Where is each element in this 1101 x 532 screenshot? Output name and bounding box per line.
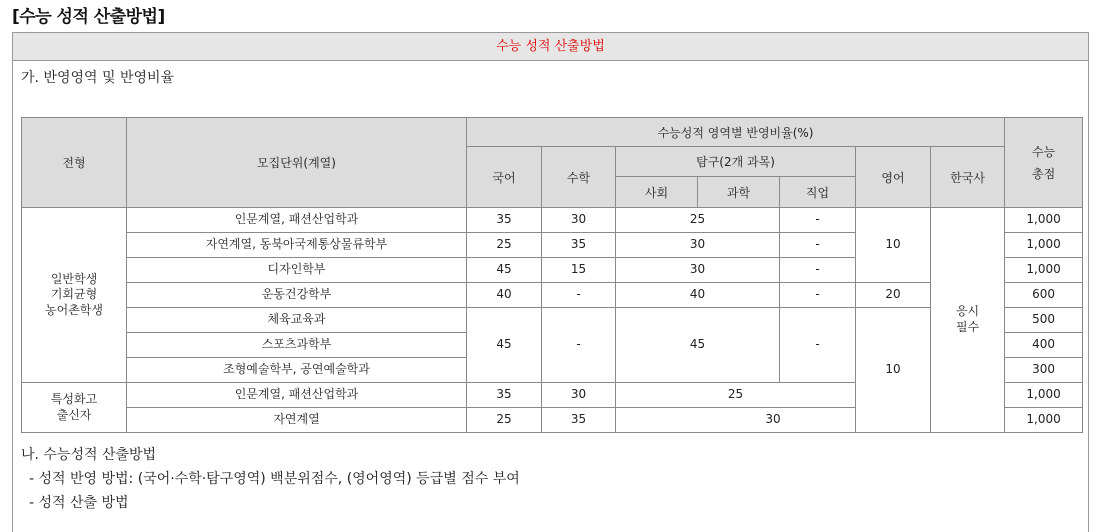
math-cell: 15 <box>542 258 616 283</box>
vocational-cell: - <box>780 283 856 308</box>
inquiry-cell: 30 <box>616 258 780 283</box>
table-row <box>22 408 1083 433</box>
total-cell: 1,000 <box>1005 208 1083 233</box>
total-cell: 1,000 <box>1005 233 1083 258</box>
ratio-table <box>21 117 1083 433</box>
history-line1: 응시 <box>955 304 980 319</box>
header-ratio-group: 수능성적 영역별 반영비율(%) <box>467 118 1005 147</box>
bullet-method: - 성적 반영 방법: (국어·수학·탐구영역) 백분위점수, (영어영역) 등급별 점수 부여 <box>29 471 520 487</box>
vocational-cell: - <box>780 308 856 383</box>
korean-cell: 40 <box>467 283 542 308</box>
history-line2: 필수 <box>955 320 980 334</box>
unit-cell: 운동건강학부 <box>127 283 467 308</box>
korean-cell: 35 <box>467 208 542 233</box>
section-a-heading: 가. 반영영역 및 반영비율 <box>21 70 175 86</box>
unit-cell: 인문계열, 패션산업학과 <box>127 208 467 233</box>
group1-line2: 기회균형 <box>50 287 98 302</box>
inquiry-cell: 25 <box>616 208 780 233</box>
korean-cell: 35 <box>467 383 542 408</box>
header-inquiry: 탐구(2개 과목) <box>616 147 856 177</box>
unit-cell: 자연계열, 동북아국제통상물류학부 <box>127 233 467 258</box>
inquiry-cell: 25 <box>616 383 856 408</box>
total-cell: 500 <box>1005 308 1083 333</box>
english-block2: 20 <box>856 283 931 308</box>
total-cell: 300 <box>1005 358 1083 383</box>
group2-line1: 특성화고 <box>50 391 98 406</box>
korean-cell: 45 <box>467 258 542 283</box>
group1-line1: 일반학생 <box>50 271 98 286</box>
header-math: 수학 <box>542 147 616 208</box>
section-b-heading: 나. 수능성적 산출방법 <box>21 447 157 463</box>
math-cell: 30 <box>542 383 616 408</box>
header-total-line1: 수능 <box>1031 144 1056 159</box>
math-cell: - <box>542 283 616 308</box>
unit-cell: 자연계열 <box>127 408 467 433</box>
group2-line2: 출신자 <box>56 407 92 422</box>
total-cell: 1,000 <box>1005 383 1083 408</box>
unit-cell: 스포츠과학부 <box>127 333 467 358</box>
table-row <box>22 308 1083 333</box>
korean-cell: 45 <box>467 308 542 383</box>
inquiry-cell: 40 <box>616 283 780 308</box>
header-total <box>1005 118 1083 208</box>
unit-cell: 조형예술학부, 공연예술학과 <box>127 358 467 383</box>
math-cell: - <box>542 308 616 383</box>
inquiry-cell: 30 <box>616 233 780 258</box>
total-cell: 1,000 <box>1005 258 1083 283</box>
total-cell: 600 <box>1005 283 1083 308</box>
group1-line3: 농어촌학생 <box>45 302 103 317</box>
vocational-cell: - <box>780 208 856 233</box>
vocational-cell: - <box>780 233 856 258</box>
table-row <box>22 208 1083 233</box>
bullet-calculation: - 성적 산출 방법 <box>29 495 129 511</box>
inquiry-cell: 45 <box>616 308 780 383</box>
vocational-cell: - <box>780 258 856 283</box>
math-cell: 35 <box>542 233 616 258</box>
header-vocational: 직업 <box>780 177 856 208</box>
math-cell: 35 <box>542 408 616 433</box>
box-header: 수능 성적 산출방법 <box>13 33 1088 61</box>
header-unit: 모집단위(계열) <box>127 118 467 208</box>
header-korean: 국어 <box>467 147 542 208</box>
inquiry-cell: 30 <box>616 408 931 433</box>
header-science: 과학 <box>698 177 780 208</box>
group2-cell <box>22 383 127 433</box>
korean-cell: 25 <box>467 408 542 433</box>
page-title: [수능 성적 산출방법] <box>12 7 165 27</box>
table-row <box>22 283 1083 308</box>
header-social: 사회 <box>616 177 698 208</box>
history-cell <box>931 208 1005 433</box>
english-block3: 10 <box>856 308 931 433</box>
english-block1: 10 <box>856 208 931 283</box>
math-cell: 30 <box>542 208 616 233</box>
unit-cell: 인문계열, 패션산업학과 <box>127 383 467 408</box>
calculation-box <box>12 32 1089 532</box>
total-cell: 1,000 <box>1005 408 1083 433</box>
unit-cell: 디자인학부 <box>127 258 467 283</box>
group1-cell <box>22 208 127 383</box>
header-history: 한국사 <box>931 147 1005 208</box>
header-type: 전형 <box>22 118 127 208</box>
header-total-line2: 총점 <box>1031 166 1056 181</box>
total-cell: 400 <box>1005 333 1083 358</box>
unit-cell: 체육교육과 <box>127 308 467 333</box>
header-english: 영어 <box>856 147 931 208</box>
korean-cell: 25 <box>467 233 542 258</box>
